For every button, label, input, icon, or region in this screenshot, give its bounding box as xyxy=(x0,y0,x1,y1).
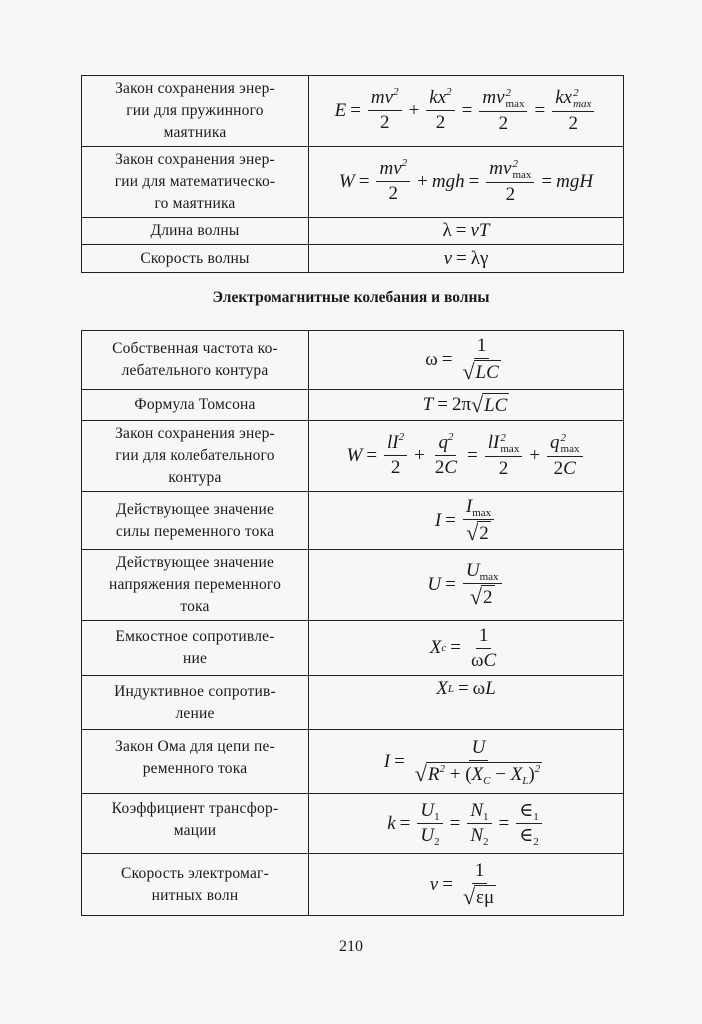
table-row xyxy=(82,218,624,245)
effective-current-formula: I = $I_{max}$ √ 2 xyxy=(309,492,624,550)
table-row xyxy=(82,421,624,492)
electromagnetism-formula-table xyxy=(81,330,624,916)
row-label: Закон Ома для цепи пе- ременного тока xyxy=(82,730,309,794)
em-wave-speed-formula: ν = 1 √ εμ xyxy=(309,854,624,916)
table-row xyxy=(82,245,624,273)
row-label: Длина волны xyxy=(82,218,309,245)
thomson-formula: T = 2π √ LC xyxy=(309,390,624,421)
table-row xyxy=(82,621,624,676)
lc-circuit-energy-formula: W = $\frac{lI^2}{2}$ + $\frac{q^2}{2C}$ = lI 2 max 2 + q 2 max 2C xyxy=(309,421,624,492)
table-row xyxy=(82,676,624,730)
spring-pendulum-energy-formula: E = $\frac{mv^2}{2}$ + $\frac{kx^2}{2}$ = mv 2 max 2 = kx 2 max 2 xyxy=(309,76,624,147)
row-label: Закон сохранения энер- гии для колебательного контура xyxy=(82,421,309,492)
table-row xyxy=(82,730,624,794)
transformation-ratio-formula: k = $\frac{U_1}{U_2}$ = $\frac{N_1}{N_2}$ = $\frac{\in_1}{\in_2}$ xyxy=(309,794,624,854)
row-label: Закон сохранения энер- гии для математическо- го маятника xyxy=(82,147,309,218)
table-row xyxy=(82,76,624,147)
mechanics-formula-table xyxy=(81,75,624,273)
effective-voltage-formula: U = $U_{max}$ √ 2 xyxy=(309,550,624,621)
row-label: Собственная частота ко- лебательного контура xyxy=(82,331,309,390)
table-row xyxy=(82,390,624,421)
wavelength-formula: λ = νT xyxy=(309,218,624,245)
math-pendulum-energy-formula: W = $\frac{mv^2}{2}$ + mgh = mv 2 max 2 = mgH xyxy=(309,147,624,218)
row-label: Действующее значение силы переменного тока xyxy=(82,492,309,550)
capacitive-reactance-formula: X c = $\frac{1}{\omega C}$ xyxy=(309,621,624,676)
ohm-law-ac-formula: I = U √ $R^2 + (X_C - X_L)^2$ xyxy=(309,730,624,794)
table-row xyxy=(82,331,624,390)
row-label: Закон сохранения энер- гии для пружинного маятника xyxy=(82,76,309,147)
table-row xyxy=(82,854,624,916)
row-label: Индуктивное сопротив- ление xyxy=(82,676,309,730)
page-number: 210 xyxy=(339,938,363,955)
table-row xyxy=(82,794,624,854)
inductive-reactance-formula: X L = ω L xyxy=(309,676,624,730)
row-label: Скорость электромаг- нитных волн xyxy=(82,854,309,916)
table-row xyxy=(82,550,624,621)
table-row xyxy=(82,492,624,550)
row-label: Скорость волны xyxy=(82,245,309,273)
section-heading: Электромагнитные колебания и волны xyxy=(212,289,490,306)
wave-speed-formula: ν = λγ xyxy=(309,245,624,273)
natural-frequency-formula: ω = 1 √ LC xyxy=(309,331,624,390)
row-label: Действующее значение напряжения переменного тока xyxy=(82,550,309,621)
row-label: Коэффициент трансфор- мации xyxy=(82,794,309,854)
row-label: Емкостное сопротивле- ние xyxy=(82,621,309,676)
row-label: Формула Томсона xyxy=(82,390,309,421)
table-row xyxy=(82,147,624,218)
